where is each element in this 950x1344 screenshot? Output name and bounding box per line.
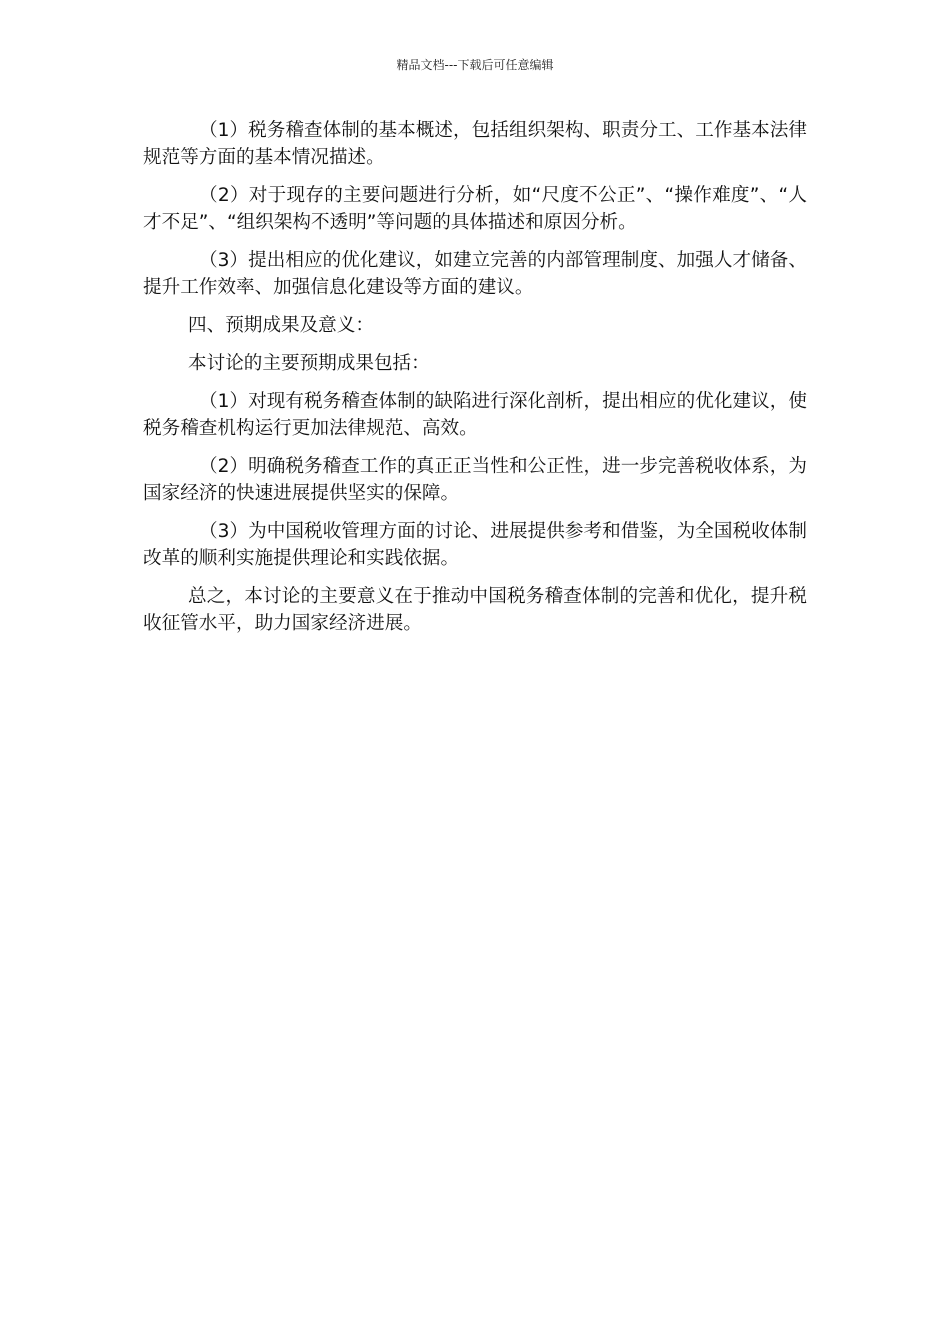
document-body xyxy=(143,117,807,648)
paragraph-conclusion: 总之，本讨论的主要意义在于推动中国税务稽查体制的完善和优化，提升税收征管水平，助力国家经济进展。 xyxy=(143,586,807,634)
paragraph-result-1: （1）对现有税务稽查体制的缺陷进行深化剖析，提出相应的优化建议，使税务稽查机构运行更加法律规范、高效。 xyxy=(143,391,807,439)
paragraph-scope-1: （1）税务稽查体制的基本概述，包括组织架构、职责分工、工作基本法律规范等方面的基本情况描述。 xyxy=(143,120,807,168)
paragraph-result-3: （3）为中国税收管理方面的讨论、进展提供参考和借鉴，为全国税收体制改革的顺利实施提供理论和实践依据。 xyxy=(143,521,807,569)
paragraph-scope-3: （3）提出相应的优化建议，如建立完善的内部管理制度、加强人才储备、提升工作效率、加强信息化建设等方面的建议。 xyxy=(143,250,807,298)
paragraph-scope-2: （2）对于现存的主要问题进行分析，如“尺度不公正”、“操作难度”、“人才不足”、“组织架构不透明”等问题的具体描述和原因分析。 xyxy=(143,185,807,233)
paragraph-result-2: （2）明确税务稽查工作的真正正当性和公正性，进一步完善税收体系，为国家经济的快速进展提供坚实的保障。 xyxy=(143,456,807,504)
page-header: 精品文档---下载后可任意编辑 xyxy=(396,58,554,72)
paragraph-results-intro: 本讨论的主要预期成果包括： xyxy=(188,353,430,374)
section-heading-expected-results: 四、预期成果及意义： xyxy=(188,315,374,336)
